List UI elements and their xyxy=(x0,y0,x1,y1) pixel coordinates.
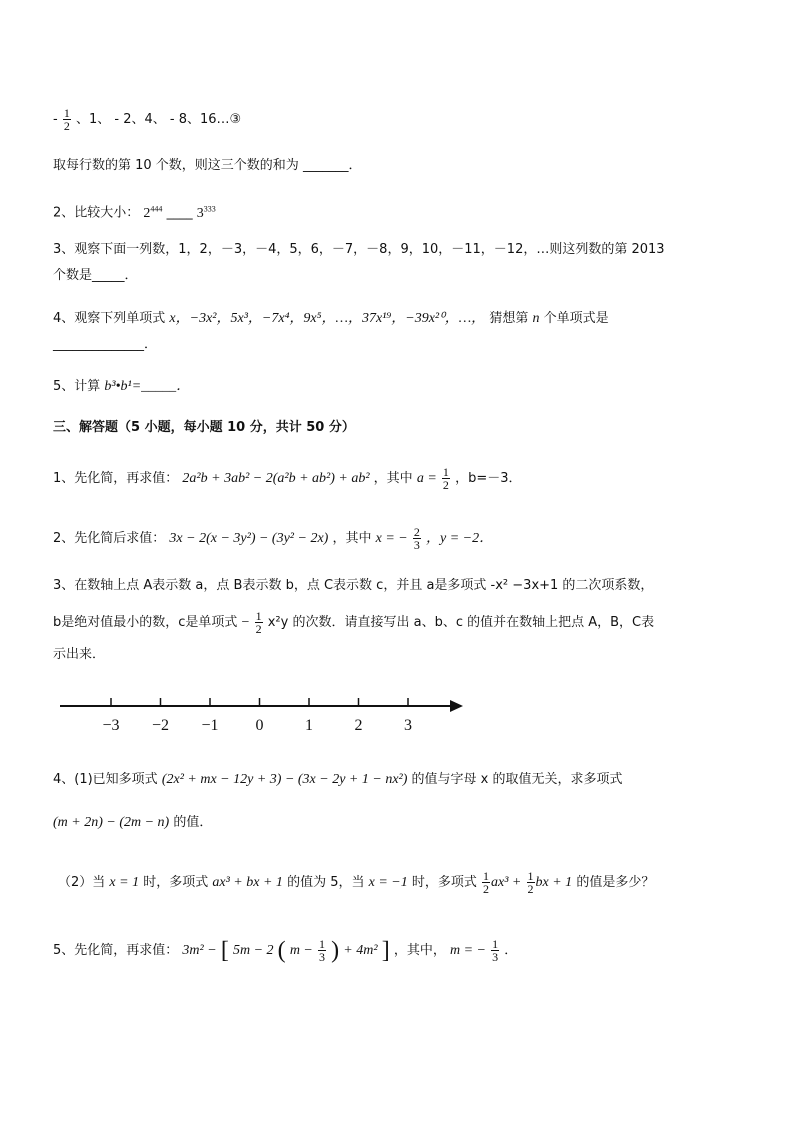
tick-label: 0 xyxy=(255,717,264,734)
problem-4-line2: (m + 2n) − (2m − n) 的值． xyxy=(53,815,213,830)
problem-3-line1: 3、在数轴上点 A表示数 a，点 B表示数 b，点 C表示数 c，并且 a是多项式 -x² −3x+1 的二次项系数， xyxy=(53,578,654,593)
question-5: 5、计算 b³•b¹=_____． xyxy=(53,379,191,394)
problem-4-part-2: （2）当 x = 1 时，多项式 ax³ + bx + 1 的值为 5，当 x = −1 时，多项式 $\frac{1}{2}$ ax³ + $\frac{1}{2}$ bx + 1 的值是多少？ xyxy=(58,869,655,896)
sequence-rest: 、1、 - 2、4、 - 8、16…③ xyxy=(75,112,242,127)
question-3-line1: 3、观察下面一列数，1，2，－3，－4，5，6，－7，－8，9，10，－11，－12，…则这列数的第 2013 xyxy=(53,242,665,257)
tick-label: 3 xyxy=(404,717,412,734)
problem-5: 5、先化简，再求值： 3m² − [ 5m − 2 ( m − $\frac{1}{3}$ ) + 4m² ] ，其中， m = − $\frac{1}{3}$ ． xyxy=(53,937,518,964)
monomial-sequence: x，−3x²，5x³，−7x⁴，9x⁵，…，37x¹⁹，−39x²⁰，…， xyxy=(169,311,486,326)
power-3-333: $3^{333}$ xyxy=(196,204,216,221)
tick-label: 2 xyxy=(354,717,363,734)
answer-blank: ____ xyxy=(166,205,193,221)
problem-4-line1: 4、(1)已知多项式 (2x² + mx − 12y + 3) − (3x − 2y + 1 − nx²) 的值与字母 x 的取值无关，求多项式 xyxy=(53,772,623,787)
number-line xyxy=(55,690,475,740)
question-1-tail: 取每行数的第 10 个数，则这三个数的和为 _______． xyxy=(53,158,362,173)
question-4-line2: ______________． xyxy=(53,337,158,352)
fraction-half: $\frac{1}{2}$ xyxy=(63,106,70,133)
fraction-half-b: $\frac{1}{2}$ xyxy=(527,869,534,896)
problem-1: 1、先化简，再求值： 2a²b + 3ab² − 2(a²b + ab²) + ab² ，其中 a = $\frac{1}{2}$ ，b=－3． xyxy=(53,465,522,492)
problem-3-line3: 示出来． xyxy=(53,647,106,662)
arrow-right-icon xyxy=(450,700,463,712)
minus-sign: - xyxy=(53,112,58,127)
fraction-m-value: $\frac{1}{3}$ xyxy=(492,937,499,964)
problem-1-expression: 2a²b + 3ab² − 2(a²b + ab²) + ab² xyxy=(182,471,370,486)
question-3-line2: 个数是_____． xyxy=(53,268,138,283)
problem-3-line2: b是绝对值最小的数，c是单项式 − $\frac{1}{2}$ x²y 的次数．请直接写出 a、b、c 的值并在数轴上把点 A，B，C表 xyxy=(53,609,655,636)
problem-4-target-expression: (m + 2n) − (2m − n) xyxy=(53,815,170,830)
problem-4-polynomial: (2x² + mx − 12y + 3) − (3x − 2y + 1 − nx²) xyxy=(161,772,408,787)
fraction-a-value: $\frac{1}{2}$ xyxy=(442,465,449,492)
problem-2: 2、先化简后求值： 3x − 2(x − 3y²) − (3y² − 2x) ，其中 x = − $\frac{2}{3}$ ，y = −2． xyxy=(53,525,494,552)
fraction-one-third: $\frac{1}{3}$ xyxy=(319,937,326,964)
tick-label: −3 xyxy=(102,717,120,734)
fraction-x-value: $\frac{2}{3}$ xyxy=(413,525,420,552)
fraction-half-coefficient: $\frac{1}{2}$ xyxy=(255,609,262,636)
tick-label: 1 xyxy=(305,717,313,734)
fraction-half-a: $\frac{1}{2}$ xyxy=(483,869,490,896)
section-3-heading: 三、解答题（5 小题，每小题 10 分，共计 50 分） xyxy=(53,420,355,435)
problem-2-expression: 3x − 2(x − 3y²) − (3y² − 2x) xyxy=(169,531,329,546)
question-2: 2、比较大小： $2^{444}$ ____ $3^{333}$ xyxy=(53,204,216,221)
tick-label: −1 xyxy=(201,717,219,734)
tick-label: −2 xyxy=(151,717,170,734)
question-4-line1: 4、观察下列单项式 x，−3x²，5x³，−7x⁴，9x⁵，…，37x¹⁹，−39x²⁰，…， 猜想第 n 个单项式是 xyxy=(53,311,609,326)
sequence-row-3 xyxy=(53,107,241,132)
power-2-444: $2^{444}$ xyxy=(143,204,163,221)
